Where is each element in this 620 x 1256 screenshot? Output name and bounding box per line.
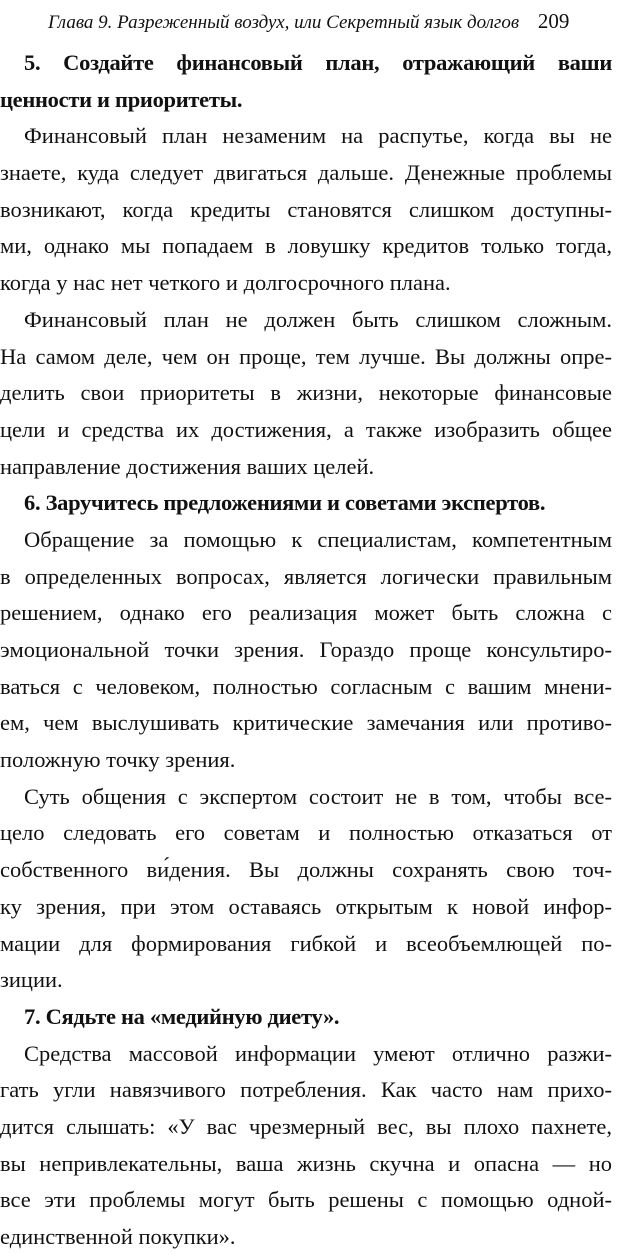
text-line: единственной покупки».: [0, 1224, 236, 1249]
paragraph: [0, 302, 612, 485]
text-line: все эти проблемы могут быть решены с помощью одной-: [0, 1187, 612, 1213]
paragraph: [0, 779, 612, 999]
text-line: положную точку зрения.: [0, 747, 236, 773]
page-body: [0, 45, 612, 1256]
text-line: в определенных вопросах, является логически правильным: [0, 563, 612, 589]
section-6: [0, 485, 612, 999]
text-line: когда у нас нет четкого и долгосрочного плана.: [0, 270, 451, 296]
text-line: Обращение за помощью к специалистам, компетентным: [24, 526, 612, 552]
text-line: Средства массовой информации умеют отлично разжи-: [24, 1040, 612, 1066]
text-line: гать угли навязчивого потребления. Как часто нам прихо-: [0, 1077, 612, 1103]
chapter-running-title: Глава 9. Разреженный воздух, или Секретный язык долгов: [48, 12, 520, 33]
section-7: [0, 999, 612, 1256]
section-heading-line: ценности и приоритеты.: [0, 86, 243, 112]
text-line: знаете, куда следует двигаться дальше. Денежные проблемы: [0, 160, 612, 186]
text-line: возникают, когда кредиты становятся слишком доступны-: [0, 196, 612, 222]
section-heading-line: 7. Сядьте на «медийную диету».: [24, 1003, 340, 1029]
text-line: решением, однако его реализация может быть сложна с: [0, 600, 612, 626]
text-line: Финансовый план незаменим на распутье, когда вы не: [24, 123, 612, 149]
paragraph: [0, 118, 612, 301]
text-line: направление достижения ваших целей.: [0, 453, 375, 479]
text-line: зиции.: [0, 967, 63, 993]
text-line: собственного ви́дения. Вы должны сохранять свою точ-: [0, 857, 612, 883]
paragraph: [0, 1036, 612, 1256]
section-heading-line: 6. Заручитесь предложениями и советами экспертов.: [24, 490, 546, 516]
text-line: ку зрения, при этом оставаясь открытым к новой инфор-: [0, 893, 612, 919]
text-line: Суть общения с экспертом состоит не в том, чтобы все-: [24, 783, 612, 809]
paragraph: [0, 522, 612, 779]
section-5: [0, 45, 612, 485]
text-line: ми, однако мы попадаем в ловушку кредитов только тогда,: [0, 233, 612, 259]
page-number: 209: [537, 9, 570, 33]
text-line: цело следовать его советам и полностью отказаться от: [0, 820, 612, 846]
text-line: дится слышать: «У вас чрезмерный вес, вы плохо пахнете,: [0, 1113, 612, 1139]
running-header: [48, 6, 612, 36]
text-line: ем, чем выслушивать критические замечания или противо-: [0, 710, 612, 736]
text-line: Финансовый план не должен быть слишком сложным.: [24, 306, 612, 332]
section-heading-line: 5. Создайте финансовый план, отражающий ваши: [24, 50, 612, 75]
text-line: вы непривлекательны, ваша жизнь скучна и опасна — но: [0, 1150, 612, 1176]
text-line: ваться с человеком, полностью согласным с вашим мнени-: [0, 673, 612, 699]
text-line: делить свои приоритеты в жизни, некоторые финансовые: [0, 380, 612, 406]
text-line: На самом деле, чем он проще, тем лучше. Вы должны опре-: [0, 343, 612, 369]
text-line: эмоциональной точки зрения. Гораздо проще консультиро-: [0, 637, 612, 662]
text-line: цели и средства их достижения, а также изобразить общее: [0, 416, 612, 442]
text-line: мации для формирования гибкой и всеобъемлющей по-: [0, 930, 612, 956]
